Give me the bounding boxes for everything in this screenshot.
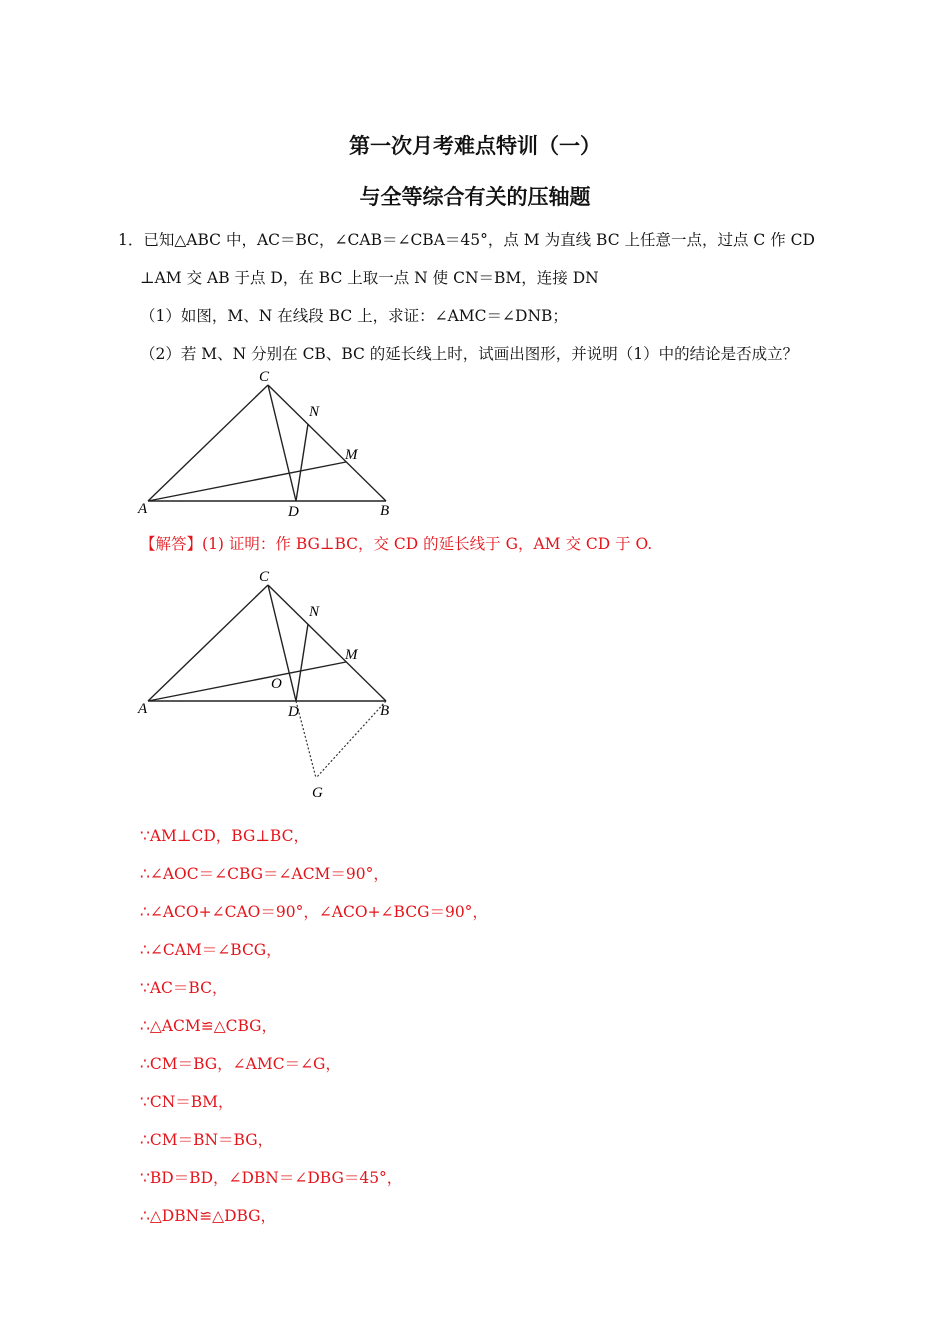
solution-step: ∴∠AOC＝∠CBG＝∠ACM＝90°，	[140, 865, 389, 883]
label-c-2: C	[259, 569, 270, 585]
solution-step: ∴△DBN≌△DBG，	[140, 1207, 277, 1225]
problem-line-1: 1．已知△ABC 中，AC＝BC，∠CAB＝∠CBA＝45°，点 M 为直线 BC 上任意一点，过点 C 作 CD	[118, 231, 815, 249]
solution-step: ∵BD＝BD，∠DBN＝∠DBG＝45°，	[140, 1169, 403, 1187]
label-n-2: N	[309, 604, 320, 620]
problem-part-1: （1）如图，M、N 在线段 BC 上，求证：∠AMC＝∠DNB；	[140, 307, 568, 325]
page-subtitle: 与全等综合有关的压轴题	[359, 185, 591, 209]
label-a-2: A	[138, 701, 148, 717]
segment-am-2	[148, 662, 346, 701]
label-d-2: D	[288, 704, 299, 720]
solution-step: ∴CM＝BN＝BG，	[140, 1131, 274, 1149]
solution-step: ∴∠CAM＝∠BCG，	[140, 941, 282, 959]
segment-ac-2	[148, 585, 268, 701]
label-c: C	[259, 369, 270, 385]
problem-part-2: （2）若 M、N 分别在 CB、BC 的延长线上时，试画出图形，并说明（1）中的结论是否成立？	[140, 345, 799, 363]
solution-step: ∴∠ACO+∠CAO＝90°，∠ACO+∠BCG＝90°，	[140, 903, 488, 921]
page-title: 第一次月考难点特训（一）	[349, 134, 601, 158]
solution-tag: 【解答】	[140, 535, 203, 553]
label-o-2: O	[271, 676, 282, 692]
segment-bc-2	[268, 585, 386, 701]
label-b: B	[380, 503, 390, 519]
label-b-2: B	[380, 703, 390, 719]
segment-dn-2	[296, 624, 308, 701]
segment-bg-dotted	[316, 701, 386, 778]
solution-step: ∵AC＝BC，	[140, 979, 228, 997]
label-g-2: G	[312, 785, 323, 801]
label-m-2: M	[345, 647, 358, 663]
label-n: N	[309, 404, 320, 420]
label-d: D	[288, 504, 299, 520]
label-a: A	[138, 501, 148, 517]
solution-step: ∵AM⊥CD，BG⊥BC，	[140, 827, 309, 845]
problem-line-2: ⊥AM 交 AB 于点 D，在 BC 上取一点 N 使 CN＝BM，连接 DN	[140, 269, 599, 287]
segment-dg-dotted	[296, 701, 316, 778]
solution-step: ∴△ACM≌△CBG，	[140, 1017, 278, 1035]
label-m: M	[345, 447, 358, 463]
solution-step: ∴CM＝BG，∠AMC＝∠G，	[140, 1055, 341, 1073]
solution-step: ∵CN＝BM，	[140, 1093, 234, 1111]
solution-intro: (1) 证明：作 BG⊥BC，交 CD 的延长线于 G，AM 交 CD 于 O.	[202, 535, 653, 553]
